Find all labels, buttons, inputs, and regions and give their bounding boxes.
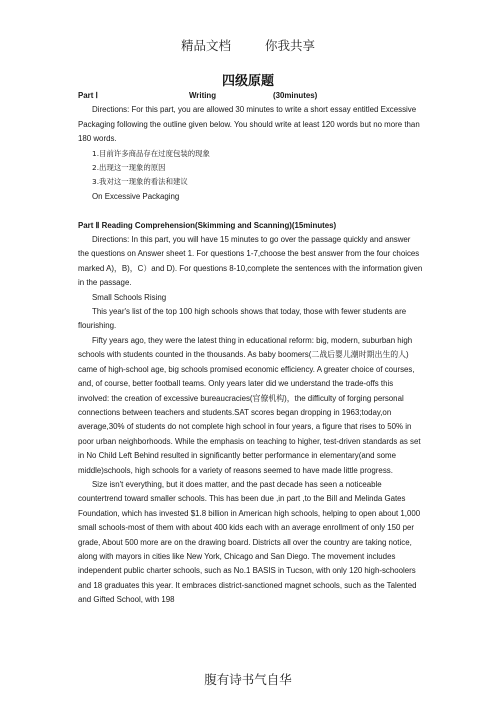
- essay-title: On Excessive Packaging: [92, 191, 180, 201]
- outline-item-1: 1.目前许多商品存在过度包装的现象: [92, 148, 210, 158]
- page-header: [0, 36, 496, 54]
- header-right-text: 你我共享: [265, 38, 316, 53]
- part1-label: Part Ⅰ: [78, 91, 98, 100]
- part2-heading: Part Ⅱ Reading Comprehension(Skimming and Scanning)(15minutes): [78, 220, 337, 230]
- section-spacer: [78, 204, 423, 218]
- page-footer: 腹有诗书气自华: [204, 672, 292, 687]
- outline-item-2: 2.出现这一现象的原因: [92, 163, 166, 173]
- part2-directions: Directions: In this part, you will have 15 minutes to go over the passage quickly and answer the questions on Answer sheet 1. For questions 1-7,choose the best answer from the four choices marked A)，B)，C）and D). For questions 8-10,complete the sentences with the information given in the passage.: [78, 235, 423, 288]
- passage-paragraph-2: Fifty years ago, they were the latest thing in educational reform: big, modern, suburban high schools with students counted in the thousands. As baby boomers(二战后婴儿潮时期出生的人) came of high-school age, big schools promised economic efficiency. A greater choice of courses, and, of course, better football teams. Only years later did we understand the trade-offs this involved: the creation of excessive bureaucracies(官僚机构)，the difficulty of forging personal connections between teachers and students.SAT scores began dropping in 1963;today,on average,30% of students do not complete high school in four years, a figure that rises to 50% in poor urban neighborhoods. While the emphasis on teaching to higher, test-driven standards as set in No Child Left Behind resulted in significantly better performance in elementary(and some middle)schools, high schools for a variety of reasons seemed to have made little progress.: [78, 335, 421, 475]
- part1-section: Writing: [189, 91, 217, 100]
- passage-paragraph-3: Size isn't everything, but it does matter, and the past decade has seen a noticeable countertrend toward smaller schools. This has been due ,in part ,to the Bill and Melinda Gates Foundation, which has invested $1.8 billion in American high schools, helping to open about 1,000 small schools-most of them with about 400 kids each with an average enrollment of only 150 per grade, About 500 more are on the drawing board. Districts all over the country are taking notice, along with mayors in cities like New York, Chicago and San Diego. The movement includes independent public charter schools, such as No.1 BASIS in Tucson, with only 120 high-schoolers and 18 graduates this year. It embraces district-sanctioned magnet schools, such as the Talented and Gifted School, with 198: [78, 479, 421, 605]
- outline-item-3: 3.我对这一现象的看法和建议: [92, 177, 188, 187]
- passage-paragraph-1: This year's list of the top 100 high schools shows that today, those with fewer students are flourishing.: [78, 307, 407, 331]
- passage-title: Small Schools Rising: [92, 292, 167, 302]
- part1-directions: Directions: For this part, you are allowed 30 minutes to write a short essay entitled Excessive Packaging following the outline given below. You should write at least 120 words but no more than 180 words.: [78, 105, 420, 144]
- document-title: 四级原题: [221, 74, 274, 89]
- header-left-text: 精品文档: [180, 38, 231, 53]
- part1-heading: [78, 89, 423, 103]
- part1-time: (30minutes): [273, 91, 318, 100]
- document-body: [78, 89, 423, 608]
